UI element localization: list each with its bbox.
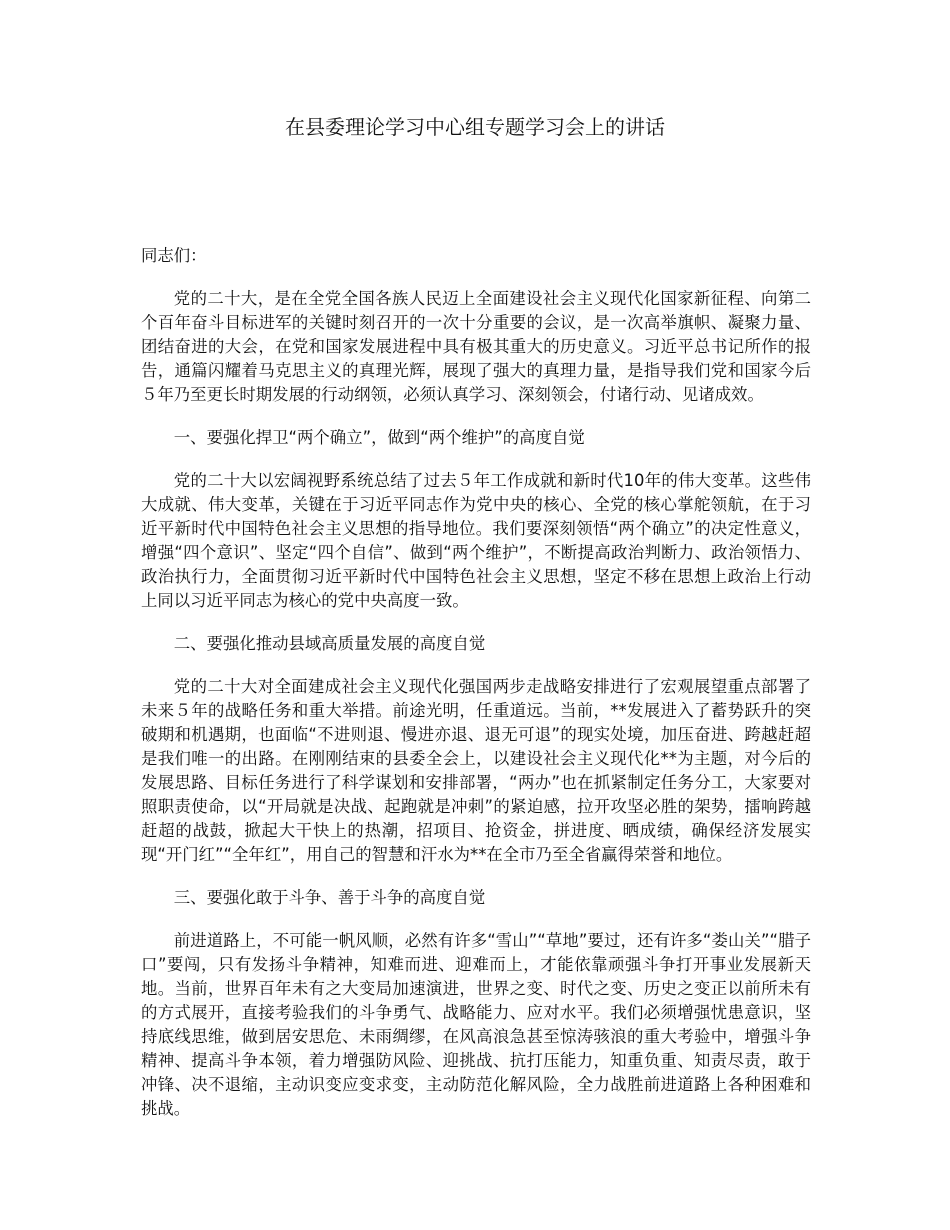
intro-paragraph: 党的二十大，是在全党全国各族人民迈上全面建设社会主义现代化国家新征程、向第二个百年奋斗目标进军的关键时刻召开的一次十分重要的会议，是一次高举旗帜、凝聚力量、团结奋进的大会，在党和国家发展进程中具有极其重大的历史意义。习近平总书记所作的报告，通篇闪耀着马克思主义的真理光辉，展现了强大的真理力量，是指导我们党和国家今后５年乃至更长时期发展的行动纲领，必须认真学习、深刻领会，付诸行动、见诸成效。 (141, 289, 811, 404)
section-heading-2: 二、要强化推动县域高质量发展的高度自觉 (173, 634, 486, 653)
section-paragraph-3: 前进道路上，不可能一帆风顺，必然有许多“雪山”“草地”要过，还有许多“娄山关”“腊子口”要闯，只有发扬斗争精神，知难而进、迎难而上，才能依靠顽强斗争打开事业发展新天地。当前，世界百年未有之大变局加速演进，世界之变、时代之变、历史之变正以前所未有的方式展开，直接考验我们的斗争勇气、战略能力、应对水平。我们必须增强忧患意识，坚持底线思维，做到居安思危、未雨绸缪，在风高浪急甚至惊涛骇浪的重大考验中，增强斗争精神、提高斗争本领，着力增强防风险、迎挑战、抗打压能力，知重负重、知责尽责，敢于冲锋、决不退缩，主动识变应变求变，主动防范化解风险，全力战胜前进道路上各种困难和挑战。 (141, 931, 811, 1118)
section-heading-1: 一、要强化捍卫“两个确立”，做到“两个维护”的高度自觉 (173, 428, 585, 447)
section-paragraph-2: 党的二十大对全面建成社会主义现代化强国两步走战略安排进行了宏观展望重点部署了未来５年的战略任务和重大举措。前途光明，任重道远。当前，**发展进入了蓄势跃升的突破期和机遇期，也面临“不进则退、慢进亦退、退无可退”的现实处境，加压奋进、跨越赶超是我们唯一的出路。在刚刚结束的县委全会上，以建设社会主义现代化**为主题，对今后的发展思路、目标任务进行了科学谋划和安排部署，“两办”也在抓紧制定任务分工，大家要对照职责使命，以“开局就是决战、起跑就是冲刺”的紧迫感，拉开攻坚必胜的架势，擂响跨越赶超的战鼓，掀起大干快上的热潮，招项目、抢资金，拼进度、晒成绩，确保经济发展实现“开门红”“全年红”，用自己的智慧和汗水为**在全市乃至全省赢得荣誉和地位。 (141, 677, 811, 864)
document-title: 在县委理论学习中心组专题学习会上的讲话 (285, 115, 665, 139)
section-heading-3: 三、要强化敢于斗争、善于斗争的高度自觉 (173, 888, 486, 907)
section-paragraph-1: 党的二十大以宏阔视野系统总结了过去５年工作成就和新时代10年的伟大变革。这些伟大成就、伟大变革，关键在于习近平同志作为党中央的核心、全党的核心掌舵领航，在于习近平新时代中国特色社会主义思想的指导地位。我们要深刻领悟“两个确立”的决定性意义，增强“四个意识”、坚定“四个自信”、做到“两个维护”，不断提高政治判断力、政治领悟力、政治执行力，全面贯彻习近平新时代中国特色社会主义思想，坚定不移在思想上政治上行动上同以习近平同志为核心的党中央高度一致。 (141, 471, 811, 610)
salutation: 同志们： (141, 246, 207, 265)
document-body (141, 244, 811, 1140)
